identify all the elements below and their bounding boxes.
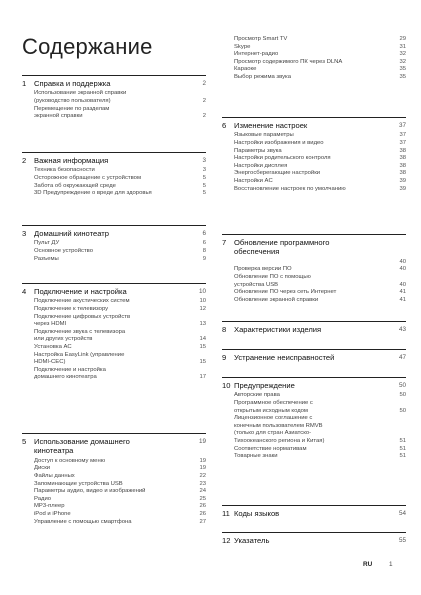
toc-entry-page: 15 <box>199 343 206 350</box>
toc-entry[interactable] <box>222 392 406 400</box>
toc-entry-page: 51 <box>399 453 406 460</box>
toc-entry[interactable] <box>222 140 406 148</box>
section-page: 6 <box>202 230 206 237</box>
toc-entry-title: Подключение звука с телевизора или других устройств <box>34 328 126 343</box>
toc-entry-page: 50 <box>399 407 406 414</box>
section-title: Важная информация <box>34 156 109 165</box>
toc-entry[interactable] <box>22 306 206 314</box>
toc-entry-page: 19 <box>199 457 206 464</box>
section-divider <box>222 505 406 506</box>
section-number: 9 <box>222 353 227 362</box>
toc-entry[interactable] <box>22 519 206 527</box>
toc-entry-page: 5 <box>202 190 206 197</box>
toc-entry-page: 24 <box>199 488 206 495</box>
toc-entry-page: 27 <box>199 518 206 525</box>
toc-entry[interactable] <box>222 178 406 186</box>
toc-section-heading[interactable] <box>22 437 206 456</box>
toc-entry-page: 23 <box>199 480 206 487</box>
section-number: 11 <box>222 509 230 518</box>
toc-section-heading[interactable] <box>22 229 206 238</box>
toc-entry-page: 22 <box>199 473 206 479</box>
section-divider <box>222 532 406 533</box>
toc-entry-page: 32 <box>399 51 406 58</box>
toc-entry[interactable] <box>22 329 206 344</box>
toc-entry-page: 13 <box>199 321 206 328</box>
toc-entry[interactable] <box>222 155 406 163</box>
toc-entry-page: 25 <box>199 495 206 502</box>
toc-entry[interactable] <box>22 488 206 496</box>
section-page: 54 <box>398 510 406 517</box>
section-title: Изменение настроек <box>234 121 308 130</box>
toc-section-heading[interactable] <box>222 353 406 362</box>
toc-entry[interactable] <box>22 248 206 256</box>
section-title: Подключение и настройка <box>34 287 127 296</box>
toc-section-heading[interactable] <box>22 156 206 165</box>
toc-entry[interactable] <box>22 503 206 511</box>
toc-section-heading[interactable] <box>222 121 406 130</box>
toc-entry-title: Техника безопасности <box>34 167 95 174</box>
toc-entry-page: 19 <box>199 465 206 472</box>
toc-entry[interactable] <box>222 400 406 415</box>
toc-entry-title: Разъемы <box>34 255 59 262</box>
section-number: 3 <box>22 229 27 238</box>
toc-entry[interactable] <box>22 106 206 121</box>
toc-entry[interactable] <box>222 74 406 82</box>
section-title: Домашний кинотеатр <box>34 229 109 238</box>
toc-section-3 <box>22 225 206 263</box>
toc-entry-title: Программное обеспечение с открытым исходным кодом <box>234 400 313 414</box>
toc-entry[interactable] <box>222 297 406 305</box>
toc-entry-page: 12 <box>199 306 206 312</box>
section-title: Обновление программного обеспечения <box>234 238 330 257</box>
toc-entry-title: Караоке <box>234 66 257 73</box>
toc-entry-title: Проверка версии ПО <box>234 266 292 273</box>
section-title: Коды языков <box>234 509 280 518</box>
toc-entry-page: 51 <box>399 445 406 452</box>
toc-entry-title: Настройки дисплея <box>234 162 288 169</box>
toc-entry-title: Skype <box>234 43 251 50</box>
section-page: 50 <box>398 382 406 389</box>
toc-entry[interactable] <box>22 175 206 183</box>
toc-entry-page: 38 <box>399 170 406 177</box>
toc-entry-title: Языковые параметры <box>234 132 294 139</box>
toc-entry-page: 29 <box>399 36 406 42</box>
toc-entry[interactable] <box>22 298 206 306</box>
section-title: Указатель <box>234 536 270 545</box>
toc-entry-page: 40 <box>399 281 406 288</box>
toc-entry-page: 38 <box>399 147 406 154</box>
toc-entry-page: 5 <box>202 182 206 189</box>
toc-entry[interactable] <box>22 90 206 105</box>
section-divider <box>222 377 406 378</box>
toc-entry[interactable] <box>22 344 206 352</box>
toc-entry-title: Забота об окружающей среде <box>34 182 116 189</box>
toc-entry-title: Товарные знаки <box>234 453 278 460</box>
page-title: Содержание <box>22 34 153 59</box>
section-number: 2 <box>22 156 27 165</box>
toc-entry[interactable] <box>222 51 406 59</box>
toc-entry[interactable] <box>222 453 406 461</box>
toc-section-8 <box>222 321 406 334</box>
toc-entry-page: 37 <box>399 132 406 139</box>
toc-entry[interactable] <box>22 458 206 466</box>
toc-entry-page: 32 <box>399 58 406 65</box>
toc-entry-title: Пульт ДУ <box>34 240 60 247</box>
toc-entry-title: 3D Предупреждение о вреде для здоровья <box>34 190 152 197</box>
section-number: 1 <box>22 79 27 88</box>
toc-entry[interactable] <box>22 183 206 191</box>
toc-section-7 <box>222 234 406 304</box>
toc-entry-page: 9 <box>202 255 206 262</box>
toc-entry[interactable] <box>22 465 206 473</box>
section-number: 7 <box>222 238 227 247</box>
toc-entry-page: 41 <box>399 296 406 303</box>
toc-entry-title: Соответствие нормативам <box>234 445 307 452</box>
toc-entry[interactable] <box>22 240 206 248</box>
toc-entry-title: MP3-плеер <box>34 503 65 510</box>
toc-entry[interactable] <box>222 132 406 140</box>
toc-entry[interactable] <box>222 415 406 445</box>
toc-section-1 <box>22 75 206 121</box>
section-divider <box>22 152 206 153</box>
toc-entry-page: 31 <box>399 43 406 50</box>
toc-entry-page: 37 <box>399 140 406 146</box>
section-title: Справка и поддержка <box>34 79 111 88</box>
toc-entry[interactable] <box>22 167 206 175</box>
toc-entry[interactable] <box>222 289 406 297</box>
toc-entry-page: 35 <box>399 66 406 73</box>
section-title: Устранение неисправностей <box>234 353 335 362</box>
toc-entry-page: 10 <box>199 298 206 305</box>
section-number: 8 <box>222 325 227 334</box>
toc-continued-items <box>222 34 406 82</box>
section-number: 6 <box>222 121 227 130</box>
toc-entry-title: Параметры аудио, видео и изображений <box>34 488 146 495</box>
toc-entry[interactable] <box>222 186 406 194</box>
toc-entry[interactable] <box>222 36 406 44</box>
toc-entry-page: 15 <box>199 359 206 366</box>
toc-entry[interactable] <box>222 266 406 274</box>
section-title: Предупреждение <box>234 381 295 390</box>
page-number: 1 <box>389 561 393 568</box>
language-code: RU <box>363 561 373 568</box>
toc-section-12 <box>222 532 406 545</box>
section-page: 47 <box>398 354 406 361</box>
toc-section-11 <box>222 505 406 518</box>
toc-entry-title: iPod и iPhone <box>34 510 71 517</box>
toc-entry[interactable] <box>22 367 206 382</box>
toc-entry-title: Доступ к основному меню <box>34 457 106 464</box>
toc-entry-page: 51 <box>399 437 406 444</box>
toc-entry-page: 35 <box>399 73 406 80</box>
toc-entry-page: 2 <box>202 98 206 104</box>
section-page: 2 <box>202 80 206 87</box>
toc-section-5 <box>22 433 206 526</box>
toc-section-6 <box>222 117 406 193</box>
toc-entry[interactable] <box>222 59 406 67</box>
toc-entry-page: 39 <box>399 177 406 184</box>
toc-entry-page: 5 <box>202 175 206 181</box>
toc-entry-title: Обновление экранной справки <box>234 296 319 303</box>
toc-entry-page: 50 <box>399 392 406 399</box>
toc-entry[interactable] <box>222 446 406 454</box>
toc-entry-page: 2 <box>202 113 206 120</box>
toc-entry-page: 38 <box>399 162 406 169</box>
section-title: Характеристики изделия <box>234 325 322 334</box>
toc-section-heading[interactable] <box>222 325 406 334</box>
toc-entry-title: Настройка EasyLink (управление HDMI-CEC) <box>34 351 125 366</box>
section-page: 37 <box>398 122 406 129</box>
toc-entry-title: Подключение цифровых устройств через HDMI <box>34 313 131 328</box>
toc-entry-page: 40 <box>399 266 406 273</box>
section-page: 55 <box>398 537 406 544</box>
toc-entry-title: Настройки AC <box>234 177 273 184</box>
toc-entry[interactable] <box>22 190 206 198</box>
toc-entry-title: Обновление ПО с помощью устройства USB <box>234 274 311 288</box>
section-page: 3 <box>202 157 206 164</box>
toc-entry-page: 38 <box>399 155 406 162</box>
toc-entry-title: Управление с помощью смартфона <box>34 518 132 525</box>
toc-entry-title: Интернет-радио <box>234 51 279 58</box>
section-divider <box>222 349 406 350</box>
toc-entry-title: Просмотр Smart TV <box>234 36 288 42</box>
toc-section-heading[interactable] <box>222 536 406 545</box>
toc-entry-title: Настройки изображения и видео <box>234 140 324 146</box>
toc-entry-title: Подключение акустических систем <box>34 298 130 305</box>
section-divider <box>222 234 406 235</box>
toc-entry-page: 3 <box>202 167 206 174</box>
toc-entry-page: 6 <box>202 240 206 247</box>
section-divider <box>222 117 406 118</box>
toc-entry-title: Осторожное обращение с устройством <box>34 175 141 181</box>
toc-entry-page: 14 <box>199 336 206 343</box>
toc-entry-page: 39 <box>399 185 406 192</box>
toc-entry-title: Запоминающие устройства USB <box>34 480 123 487</box>
toc-section-heading[interactable] <box>222 381 406 390</box>
toc-section-10 <box>222 377 406 461</box>
toc-entry[interactable] <box>222 170 406 178</box>
section-page: 10 <box>198 288 206 295</box>
section-number: 4 <box>22 287 27 296</box>
toc-entry[interactable] <box>222 274 406 289</box>
toc-section-9 <box>222 349 406 362</box>
toc-entry-title: Энергосберегающие настройки <box>234 170 321 177</box>
toc-entry[interactable] <box>22 256 206 264</box>
section-divider <box>22 225 206 226</box>
toc-entry-page: 26 <box>199 503 206 510</box>
toc-section-heading[interactable] <box>22 287 206 296</box>
toc-entry-title: Подключение к телевизору <box>34 306 109 312</box>
toc-section-heading[interactable] <box>222 509 406 518</box>
toc-entry-title: Использование экранной справки (руководство пользователя) <box>34 90 127 104</box>
section-divider <box>22 283 206 284</box>
toc-section-2 <box>22 152 206 198</box>
section-divider <box>222 321 406 322</box>
toc-entry-title: Установка AC <box>34 343 72 350</box>
toc-entry-title: Диски <box>34 465 51 472</box>
section-title: Использование домашнего кинотеатра <box>34 437 130 456</box>
toc-entry[interactable] <box>22 511 206 519</box>
toc-section-heading[interactable] <box>222 238 406 257</box>
toc-entry-page: 41 <box>399 289 406 296</box>
toc-entry-title: Основное устройство <box>34 248 93 254</box>
toc-entry-title: Файлы данных <box>34 473 75 479</box>
toc-entry[interactable] <box>222 259 406 267</box>
section-divider <box>22 75 206 76</box>
toc-entry[interactable] <box>22 314 206 329</box>
toc-entry-title: Настройки родительского контроля <box>234 155 331 162</box>
toc-entry-title: Просмотр содержимого ПК через DLNA <box>234 58 343 65</box>
toc-entry[interactable] <box>222 66 406 74</box>
toc-section-heading[interactable] <box>22 79 206 88</box>
toc-entry-page: 8 <box>202 248 206 254</box>
section-number: 10 <box>222 381 231 390</box>
toc-entry-title: Радио <box>34 495 52 502</box>
toc-entry-title: Обновление ПО через сеть Интернет <box>234 289 337 296</box>
toc-entry-title: Параметры звука <box>234 147 282 154</box>
toc-entry-title: Перемещение по разделам экранной справки <box>34 105 110 120</box>
toc-entry[interactable] <box>22 473 206 481</box>
section-page: 43 <box>398 326 406 333</box>
section-number: 12 <box>222 536 231 545</box>
toc-entry-title: Восстановление настроек по умолчанию <box>234 185 346 192</box>
section-number: 5 <box>22 437 27 446</box>
toc-entry-page: 17 <box>199 374 206 381</box>
toc-entry-title: Авторские права <box>234 392 280 399</box>
toc-entry-page: 26 <box>199 510 206 517</box>
toc-entry-page: 40 <box>399 258 406 265</box>
toc-entry-title: Лицензионное соглашение с конечным пользователем RMVB (только для стран Азиатско- Тихоокеанского региона и Китая) <box>234 415 325 444</box>
section-divider <box>22 433 206 434</box>
toc-section-4 <box>22 283 206 382</box>
toc-entry-title: Выбор режима звука <box>234 73 292 80</box>
toc-entry[interactable] <box>22 496 206 504</box>
toc-entry[interactable] <box>22 352 206 367</box>
toc-entry-title: Подключение и настройка домашнего кинотеатра <box>34 366 106 381</box>
section-page: 19 <box>198 438 206 445</box>
toc-entry[interactable] <box>222 44 406 52</box>
